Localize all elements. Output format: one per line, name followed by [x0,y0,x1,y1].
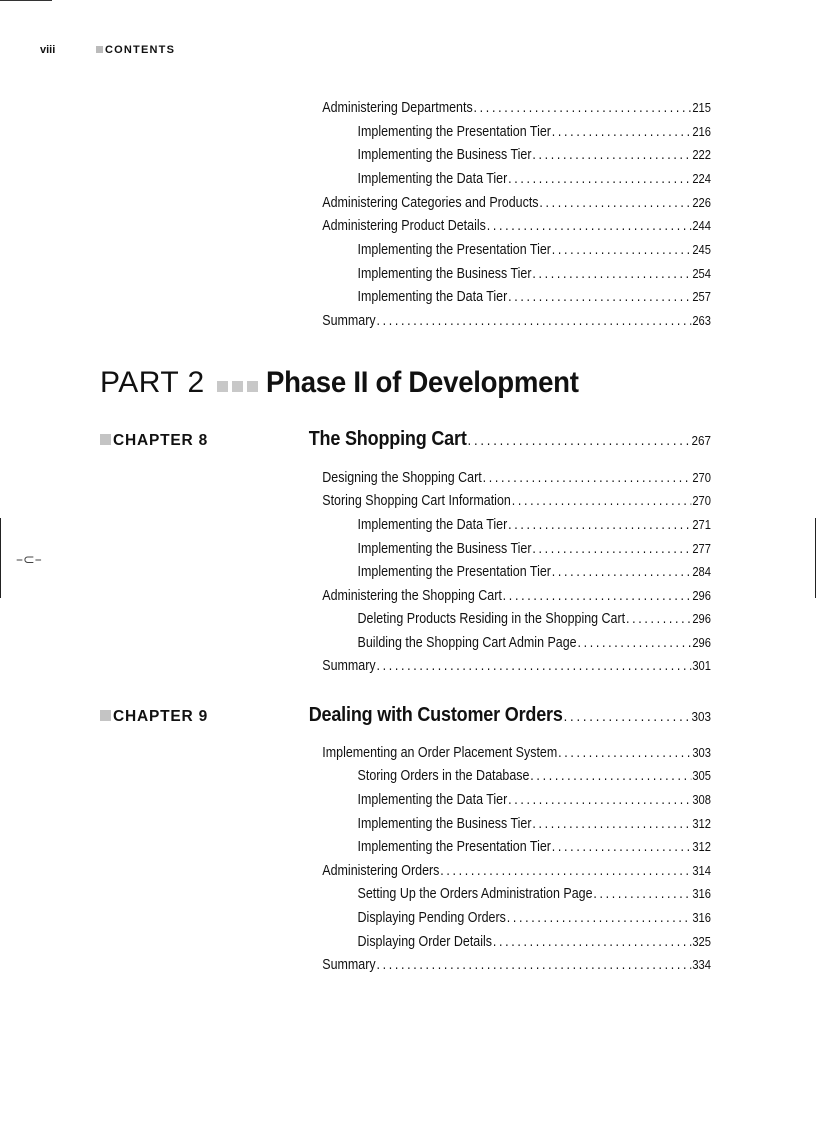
running-head [40,44,175,56]
dot-leader [532,540,691,558]
dot-leader [487,217,692,235]
toc-entry[interactable] [358,767,711,785]
entry-title: Building the Shopping Cart Admin Page [357,635,577,651]
entry-title: Deleting Products Residing in the Shopping Cart [357,611,626,627]
toc-entry[interactable] [322,744,711,762]
dot-leader [377,657,692,675]
toc-entry[interactable] [358,933,711,951]
entry-title: Administering the Shopping Cart [322,588,502,604]
entry-title: Implementing the Presentation Tier [357,124,551,140]
entry-title: Implementing the Presentation Tier [357,564,551,580]
entry-page: 254 [692,266,711,281]
part-title: Phase II of Development [265,366,579,399]
entry-title: Storing Shopping Cart Information [322,493,511,509]
toc-entry[interactable] [358,241,711,259]
entry-page: 257 [692,289,711,304]
entry-title: Implementing the Business Tier [357,266,532,282]
toc-entry[interactable] [358,909,711,927]
entry-title: Displaying Order Details [357,934,492,950]
toc-entry[interactable] [322,99,711,117]
dot-leader [552,123,692,141]
chapter-heading[interactable] [309,428,711,452]
dot-leader [377,956,692,974]
dot-leader [508,516,691,534]
entry-page: 244 [692,218,711,233]
entry-page: 316 [692,910,711,925]
crop-mark-left [0,518,1,598]
toc-entry[interactable] [358,563,711,581]
dot-leader [530,767,691,785]
entry-title: Summary [322,313,376,329]
entry-page: 224 [692,171,711,186]
entry-page: 216 [692,124,711,139]
toc-entry[interactable] [358,123,711,141]
toc-entry[interactable] [322,217,711,235]
toc-entry[interactable] [358,791,711,809]
chapter-title: The Shopping Cart [308,428,467,450]
chapter-label [100,431,208,451]
dot-leader [552,563,692,581]
entry-page: 271 [692,517,711,532]
entry-page: 296 [692,635,711,650]
toc-entry[interactable] [322,312,711,330]
toc-entry[interactable] [358,146,711,164]
dot-leader [577,634,691,652]
entry-page: 316 [692,886,711,901]
entry-page: 215 [692,100,711,115]
toc-entry[interactable] [322,862,711,880]
entry-title: Implementing the Data Tier [357,792,508,808]
chapter-page: 303 [691,709,711,724]
toc-entry[interactable] [358,540,711,558]
toc-entry[interactable] [322,469,711,487]
entry-page: 284 [692,564,711,579]
dot-leader [552,838,692,856]
entry-title: Setting Up the Orders Administration Page [357,886,593,902]
square-bullet-icon [96,46,103,53]
entry-title: Implementing an Order Placement System [322,745,558,761]
dot-leader [508,791,691,809]
dot-leader [474,99,692,117]
toc-entry[interactable] [322,956,711,974]
dot-leader [468,433,691,449]
running-head-section: CONTENTS [105,44,176,56]
dot-leader [507,909,692,927]
toc-entry[interactable] [322,492,711,510]
toc-entry[interactable] [358,885,711,903]
entry-title: Implementing the Data Tier [357,517,508,533]
entry-page: 270 [692,470,711,485]
entry-title: Implementing the Data Tier [357,289,508,305]
entry-page: 277 [692,541,711,556]
entry-title: Implementing the Presentation Tier [357,242,551,258]
dot-leader [532,815,691,833]
chapter-heading[interactable] [309,704,711,728]
chapter-label [100,707,208,727]
toc-entry[interactable] [358,288,711,306]
dot-leader [539,194,691,212]
toc-entry[interactable] [358,516,711,534]
dot-leader [377,312,692,330]
entry-title: Administering Categories and Products [322,195,539,211]
toc-entry[interactable] [322,657,711,675]
entry-page: 314 [692,863,711,878]
entry-page: 334 [692,957,711,972]
entry-title: Administering Orders [322,863,440,879]
entry-page: 312 [692,816,711,831]
square-bullet-icon [100,434,111,445]
entry-title: Implementing the Business Tier [357,541,532,557]
entry-title: Administering Departments [322,100,473,116]
entry-title: Implementing the Business Tier [357,816,532,832]
toc-entry[interactable] [358,634,711,652]
entry-page: 303 [692,745,711,760]
dot-leader [564,709,691,725]
entry-page: 308 [692,792,711,807]
entry-title: Summary [322,658,376,674]
toc-entry[interactable] [322,587,711,605]
dot-leader [483,469,692,487]
part-label: PART 2 [100,366,205,399]
dot-leader [593,885,691,903]
dot-leader [558,744,691,762]
dot-leader [512,492,692,510]
part-heading [100,366,606,410]
dot-leader [508,170,691,188]
top-rule [0,0,52,1]
dot-leader [503,587,692,605]
entry-page: 325 [692,934,711,949]
entry-page: 226 [692,195,711,210]
dot-leader [508,288,691,306]
dot-leader [493,933,692,951]
entry-page: 222 [692,147,711,162]
chapter-title: Dealing with Customer Orders [308,704,563,726]
dot-leader [552,241,692,259]
entry-title: Implementing the Data Tier [357,171,508,187]
toc-entry[interactable] [358,610,711,628]
dot-leader [532,146,691,164]
dot-leader [440,862,691,880]
chapter-page: 267 [691,433,711,448]
registration-mark-icon: –⊂– [16,552,42,568]
toc-entry[interactable] [322,194,711,212]
entry-title: Displaying Pending Orders [357,910,506,926]
entry-title: Implementing the Business Tier [357,147,532,163]
chapter-label-text: CHAPTER 8 [113,432,209,449]
entry-page: 245 [692,242,711,257]
dot-leader [626,610,691,628]
entry-page: 305 [692,768,711,783]
page-number: viii [40,44,56,56]
entry-title: Storing Orders in the Database [357,768,530,784]
entry-page: 301 [692,658,711,673]
entry-title: Designing the Shopping Cart [322,470,482,486]
entry-title: Summary [322,957,376,973]
entry-page: 296 [692,611,711,626]
entry-page: 312 [692,839,711,854]
toc-entry[interactable] [358,170,711,188]
square-bullet-icon [232,381,243,392]
entry-page: 270 [692,493,711,508]
entry-title: Implementing the Presentation Tier [357,839,551,855]
dot-leader [532,265,691,283]
entry-title: Administering Product Details [322,218,486,234]
square-bullet-icon [100,710,111,721]
chapter-label-text: CHAPTER 9 [113,708,209,725]
toc-entry[interactable] [358,838,711,856]
toc-entry[interactable] [358,265,711,283]
entry-page: 263 [692,313,711,328]
square-bullet-icon [247,381,258,392]
toc-entry[interactable] [358,815,711,833]
entry-page: 296 [692,588,711,603]
square-bullet-icon [217,381,228,392]
